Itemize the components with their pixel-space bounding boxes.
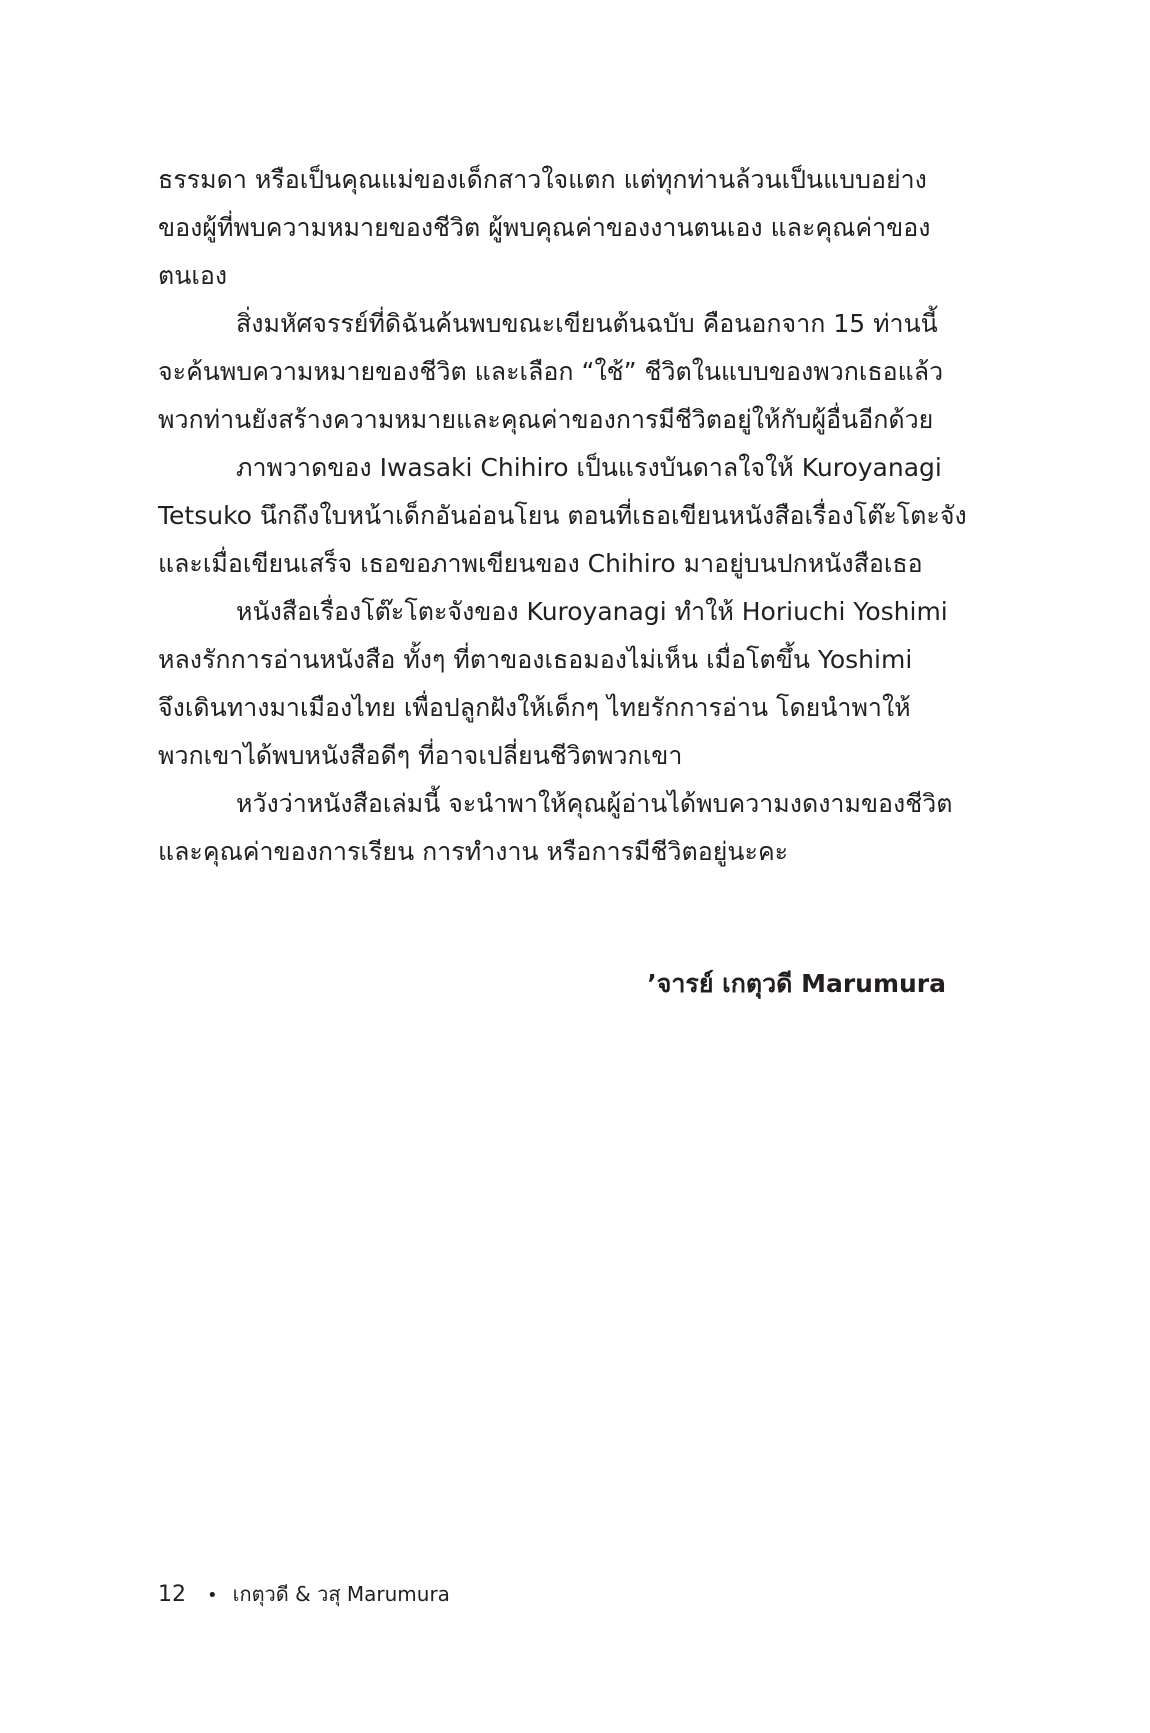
text-line: สิ่งมหัศจรรย์ที่ดิฉันค้นพบขณะเขียนต้นฉบับ คือนอกจาก 15 ท่านนี้ — [236, 309, 938, 338]
text-line: ภาพวาดของ Iwasaki Chihiro เป็นแรงบันดาลใจให้ Kuroyanagi — [236, 453, 942, 482]
text-line: ตนเอง — [158, 261, 228, 290]
text-line: หนังสือเรื่องโต๊ะโตะจังของ Kuroyanagi ทำให้ Horiuchi Yoshimi — [236, 597, 948, 626]
text-line: และเมื่อเขียนเสร็จ เธอขอภาพเขียนของ Chihiro มาอยู่บนปกหนังสือเธอ — [158, 549, 923, 578]
text-line: ธรรมดา หรือเป็นคุณแม่ของเด็กสาวใจแตก แต่ทุกท่านล้วนเป็นแบบอย่าง — [158, 165, 927, 194]
page-number: 12 — [158, 1582, 186, 1607]
text-line: ของผู้ที่พบความหมายของชีวิต ผู้พบคุณค่าของงานตนเอง และคุณค่าของ — [158, 213, 931, 242]
text-line: พวกเขาได้พบหนังสือดีๆ ที่อาจเปลี่ยนชีวิตพวกเขา — [158, 741, 683, 770]
page-footer — [158, 1578, 450, 1612]
text-line: หวังว่าหนังสือเล่มนี้ จะนำพาให้คุณผู้อ่านได้พบความงดงามของชีวิต — [236, 789, 953, 818]
author-signature: ’จารย์ เกตุวดี Marumura — [647, 969, 946, 998]
text-line: จึงเดินทางมาเมืองไทย เพื่อปลูกฝังให้เด็กๆ ไทยรักการอ่าน โดยนำพาให้ — [158, 693, 911, 722]
bullet-separator: • — [207, 1585, 218, 1606]
text-line: จะค้นพบความหมายของชีวิต และเลือก “ใช้” ชีวิตในแบบของพวกเธอแล้ว — [158, 357, 944, 386]
text-line: หลงรักการอ่านหนังสือ ทั้งๆ ที่ตาของเธอมองไม่เห็น เมื่อโตขึ้น Yoshimi — [158, 645, 913, 674]
text-line: และคุณค่าของการเรียน การทำงาน หรือการมีชีวิตอยู่นะคะ — [158, 837, 789, 866]
text-line: Tetsuko นึกถึงใบหน้าเด็กอันอ่อนโยน ตอนที่เธอเขียนหนังสือเรื่องโต๊ะโตะจัง — [158, 501, 967, 530]
text-line: พวกท่านยังสร้างความหมายและคุณค่าของการมีชีวิตอยู่ให้กับผู้อื่นอีกด้วย — [158, 405, 934, 434]
running-title: เกตุวดี & วสุ Marumura — [232, 1582, 450, 1606]
